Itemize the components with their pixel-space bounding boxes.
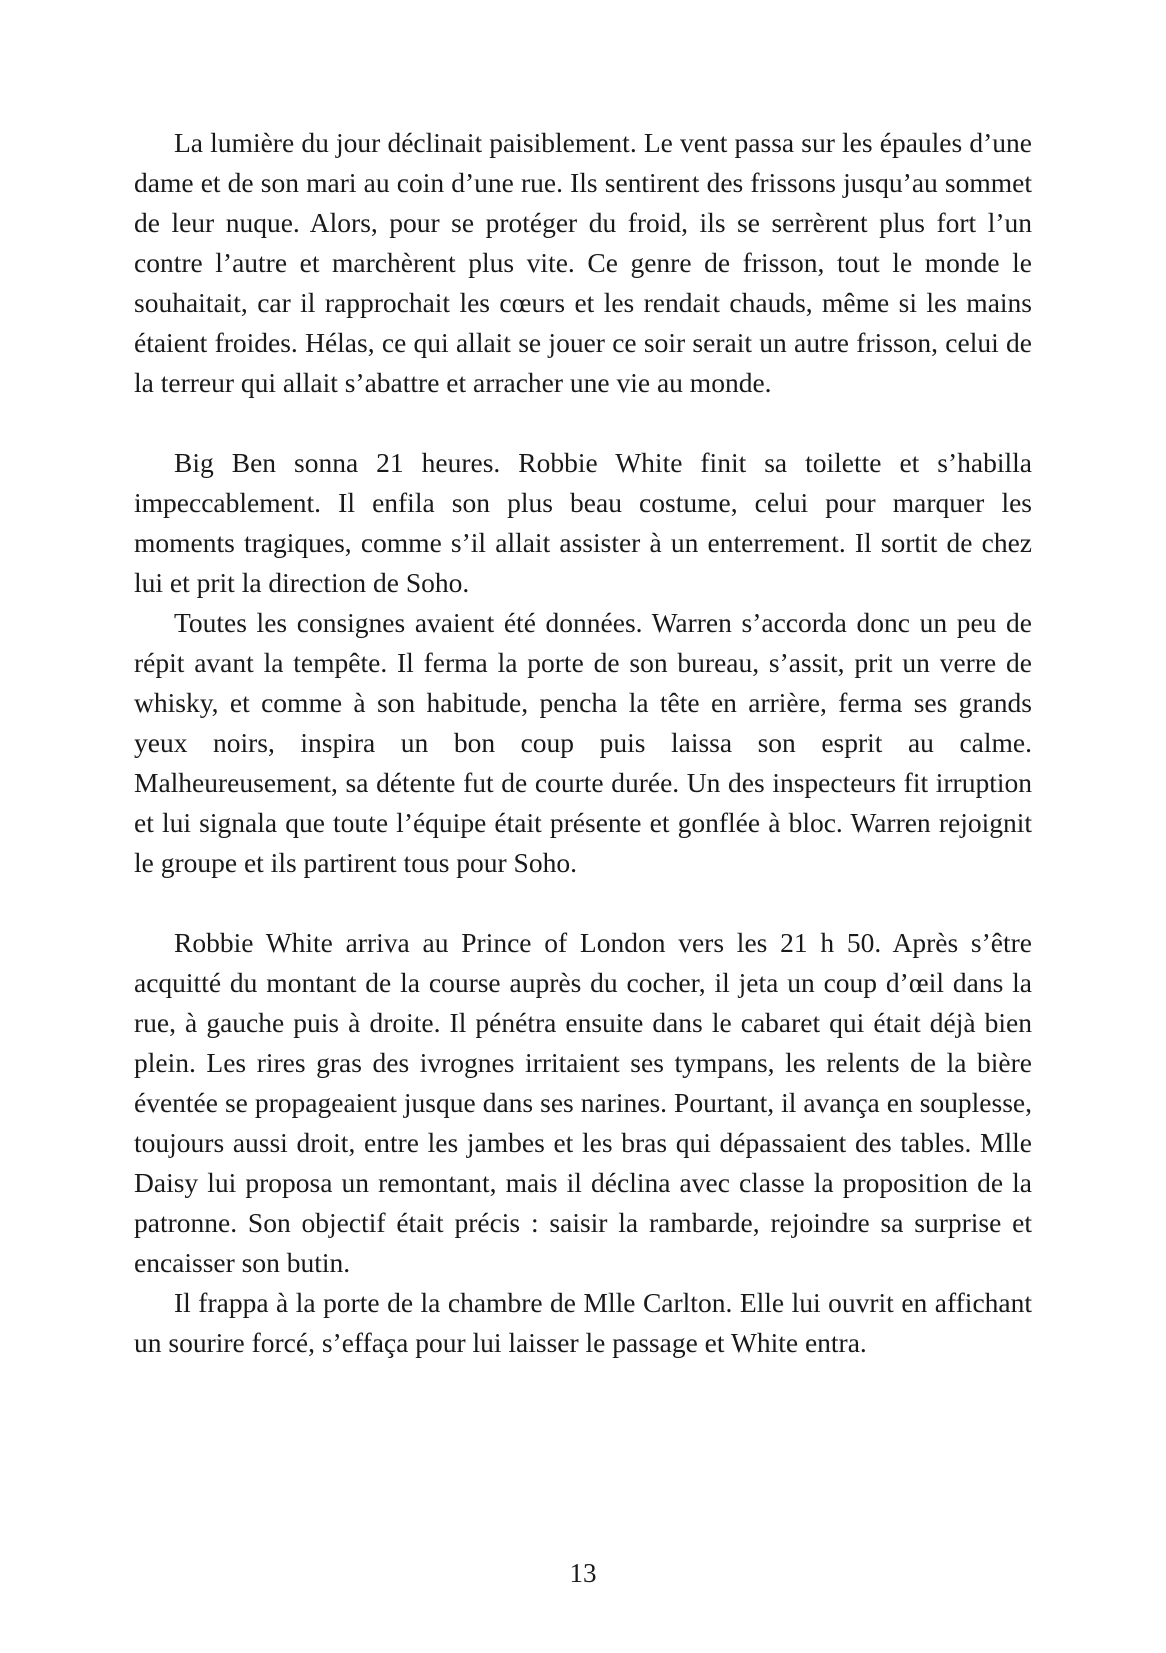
paragraph: Toutes les consignes avaient été données. Warren s’accorda donc un peu de répit avant la tempête. Il ferma la porte de son bureau, s’assit, prit un verre de whisky, et comme à son habitude, pencha la tête en arrière, ferma ses grands yeux noirs, inspira un bon coup puis laissa son esprit au calme. Malheureusement, sa détente fut de courte durée. Un des inspecteurs fit irruption et lui signala que toute l’équipe était présente et gonflée à bloc. Warren rejoignit le groupe et ils partirent tous pour Soho. [134,607,1032,878]
paragraph: Robbie White arriva au Prince of London vers les 21 h 50. Après s’être acquitté du montant de la course auprès du cocher, il jeta un coup d’œil dans la rue, à gauche puis à droite. Il pénétra ensuite dans le cabaret qui était déjà bien plein. Les rires gras des ivrognes irritaient ses tympans, les relents de la bière éventée se propageaient jusque dans ses narines. Pourtant, il avança en souplesse, toujours aussi droit, entre les jambes et les bras qui dépassaient des tables. Mlle Daisy lui proposa un remontant, mais il déclina avec classe la proposition de la patronne. Son objectif était précis : saisir la rambarde, rejoindre sa surprise et encaisser son butin. [134,927,1032,1278]
text-section-3 [134,923,1032,1363]
page-body [134,123,1032,1363]
text-section-1 [134,123,1032,403]
text-section-2 [134,443,1032,883]
page-number: 13 [569,1558,597,1588]
paragraph: La lumière du jour déclinait paisiblement. Le vent passa sur les épaules d’une dame et de son mari au coin d’une rue. Ils sentirent des frissons jusqu’au sommet de leur nuque. Alors, pour se protéger du froid, ils se serrèrent plus fort l’un contre l’autre et marchèrent plus vite. Ce genre de frisson, tout le monde le souhaitait, car il rapprochait les cœurs et les rendait chauds, même si les mains étaient froides. Hélas, ce qui allait se jouer ce soir serait un autre frisson, celui de la terreur qui allait s’abattre et arracher une vie au monde. [134,127,1032,398]
paragraph: Big Ben sonna 21 heures. Robbie White finit sa toilette et s’habilla impeccablement. Il enfila son plus beau costume, celui pour marquer les moments tragiques, comme s’il allait assister à un enterrement. Il sortit de chez lui et prit la direction de Soho. [134,447,1032,598]
paragraph: Il frappa à la porte de la chambre de Mlle Carlton. Elle lui ouvrit en affichant un sourire forcé, s’effaça pour lui laisser le passage et White entra. [134,1287,1032,1358]
